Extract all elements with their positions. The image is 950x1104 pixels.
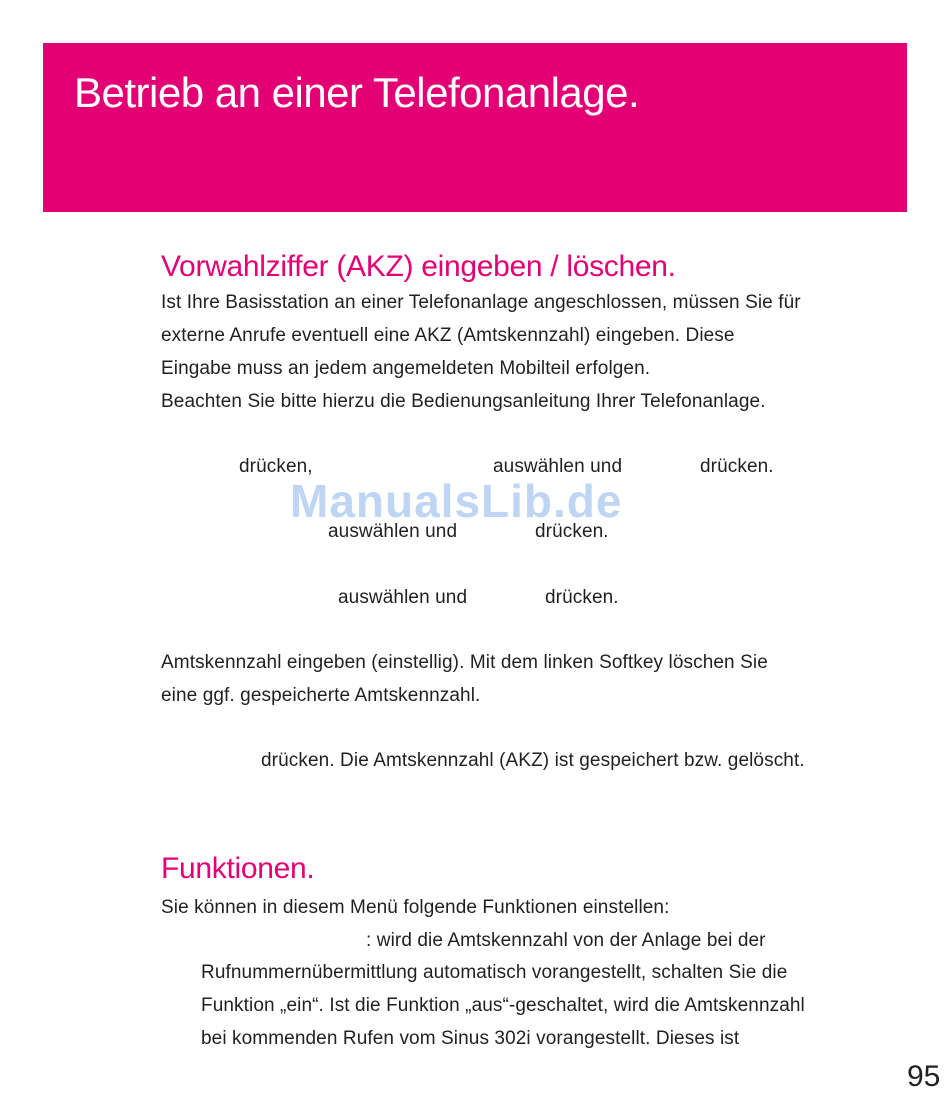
page-title: Betrieb an einer Telefonanlage. [74,69,640,116]
step1-text-a: drücken, [239,456,313,477]
watermark: ManualsLib.de [290,475,623,527]
funktionen-item-line-2: Rufnummernübermittlung automatisch vorangestellt, schalten Sie die [201,962,788,983]
akz-intro-line-4: Beachten Sie bitte hierzu die Bedienungsanleitung Ihrer Telefonanlage. [161,391,766,412]
section-heading-akz: Vorwahlziffer (AKZ) eingeben / löschen. [161,250,676,283]
step1-text-c: drücken. [700,456,774,477]
step5-text: drücken. Die Amtskennzahl (AKZ) ist gespeichert bzw. gelöscht. [261,750,805,771]
akz-intro-line-2: externe Anrufe eventuell eine AKZ (Amtskennzahl) eingeben. Diese [161,325,735,346]
step1-text-b: auswählen und [493,456,623,477]
akz-intro-line-1: Ist Ihre Basisstation an einer Telefonanlage angeschlossen, müssen Sie für [161,292,801,313]
page-number: 95 [907,1060,941,1093]
header-banner [43,43,907,212]
step4-line-1: Amtskennzahl eingeben (einstellig). Mit dem linken Softkey löschen Sie [161,652,768,673]
funktionen-item-line-4: bei kommenden Rufen vom Sinus 302i vorangestellt. Dieses ist [201,1028,740,1049]
akz-intro-line-3: Eingabe muss an jedem angemeldeten Mobilteil erfolgen. [161,358,651,379]
section-heading-funktionen: Funktionen. [161,852,315,885]
step2-text-b: drücken. [535,521,609,542]
funktionen-item-line-3: Funktion „ein“. Ist die Funktion „aus“-geschaltet, wird die Amtskennzahl [201,995,805,1016]
funktionen-intro: Sie können in diesem Menü folgende Funktionen einstellen: [161,897,670,918]
step2-text-a: auswählen und [328,521,458,542]
step4-line-2: eine ggf. gespeicherte Amtskennzahl. [161,685,481,706]
funktionen-item-line-1: : wird die Amtskennzahl von der Anlage bei der [366,930,766,951]
step3-text-b: drücken. [545,587,619,608]
step3-text-a: auswählen und [338,587,468,608]
